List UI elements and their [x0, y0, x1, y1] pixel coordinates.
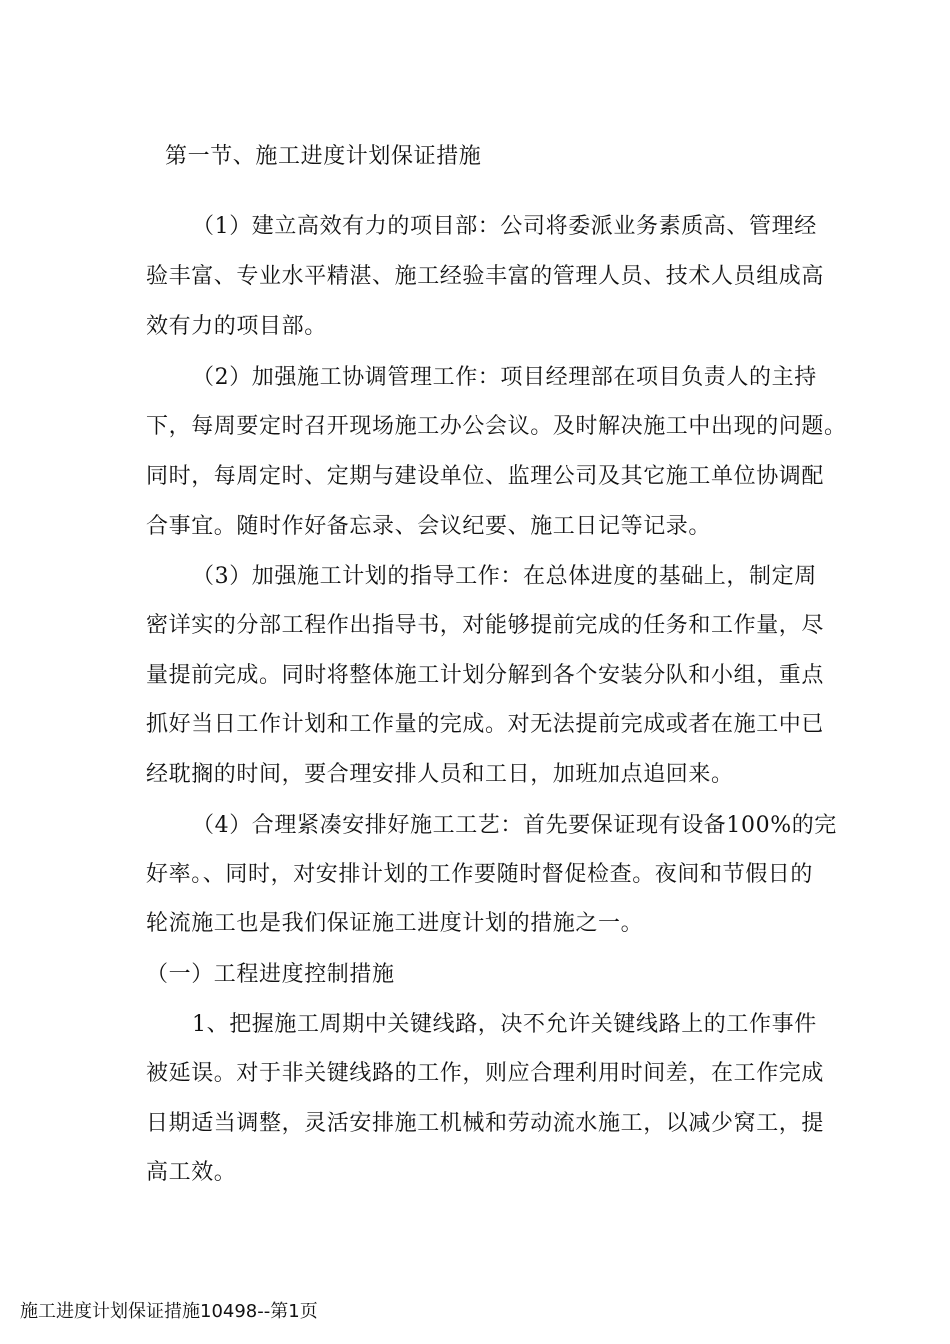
- paragraph-4-line-3: 轮流施工也是我们保证施工进度计划的措施之一。: [146, 911, 644, 936]
- paragraph-3-line-4: 抓好当日工作计划和工作量的完成。对无法提前完成或者在施工中已: [146, 712, 825, 737]
- paragraph-1-line-1: （1）建立高效有力的项目部：公司将委派业务素质高、管理经: [192, 214, 817, 239]
- paragraph-2-line-3: 同时，每周定时、定期与建设单位、监理公司及其它施工单位协调配: [146, 464, 825, 489]
- paragraph-3-line-2: 密详实的分部工程作出指导书，对能够提前完成的任务和工作量，尽: [146, 613, 825, 638]
- paragraph-4-line-2: 好率。、同时，对安排计划的工作要随时督促检查。夜间和节假日的: [146, 862, 814, 887]
- paragraph-1-line-2: 验丰富、专业水平精湛、施工经验丰富的管理人员、技术人员组成高: [146, 264, 825, 289]
- paragraph-2-line-2: 下，每周要定时召开现场施工办公会议。及时解决施工中出现的问题。: [146, 414, 847, 439]
- paragraph-3-line-3: 量提前完成。同时将整体施工计划分解到各个安装分队和小组，重点: [146, 663, 825, 688]
- paragraph-4-line-1: （4）合理紧凑安排好施工工艺：首先要保证现有设备100%的完: [192, 813, 837, 838]
- paragraph-5-line-1: 1、把握施工周期中关键线路，决不允许关键线路上的工作事件: [192, 1012, 817, 1037]
- subsection-title: （一）工程进度控制措施: [146, 962, 395, 987]
- paragraph-5-line-4: 高工效。: [146, 1160, 237, 1185]
- section-title: 第一节、施工进度计划保证措施: [165, 144, 482, 169]
- paragraph-3-line-1: （3）加强施工计划的指导工作：在总体进度的基础上，制定周: [192, 564, 817, 589]
- paragraph-3-line-5: 经耽搁的时间，要合理安排人员和工日，加班加点追回来。: [146, 762, 734, 787]
- page-footer: 施工进度计划保证措施10498--第1页: [20, 1301, 318, 1322]
- paragraph-5-line-2: 被延误。对于非关键线路的工作，则应合理利用时间差，在工作完成: [146, 1061, 825, 1086]
- paragraph-5-line-3: 日期适当调整，灵活安排施工机械和劳动流水施工，以减少窝工，提: [146, 1111, 825, 1136]
- paragraph-2-line-1: （2）加强施工协调管理工作：项目经理部在项目负责人的主持: [192, 365, 817, 390]
- paragraph-2-line-4: 合事宜。随时作好备忘录、会议纪要、施工日记等记录。: [146, 514, 712, 539]
- paragraph-1-line-3: 效有力的项目部。: [146, 314, 327, 339]
